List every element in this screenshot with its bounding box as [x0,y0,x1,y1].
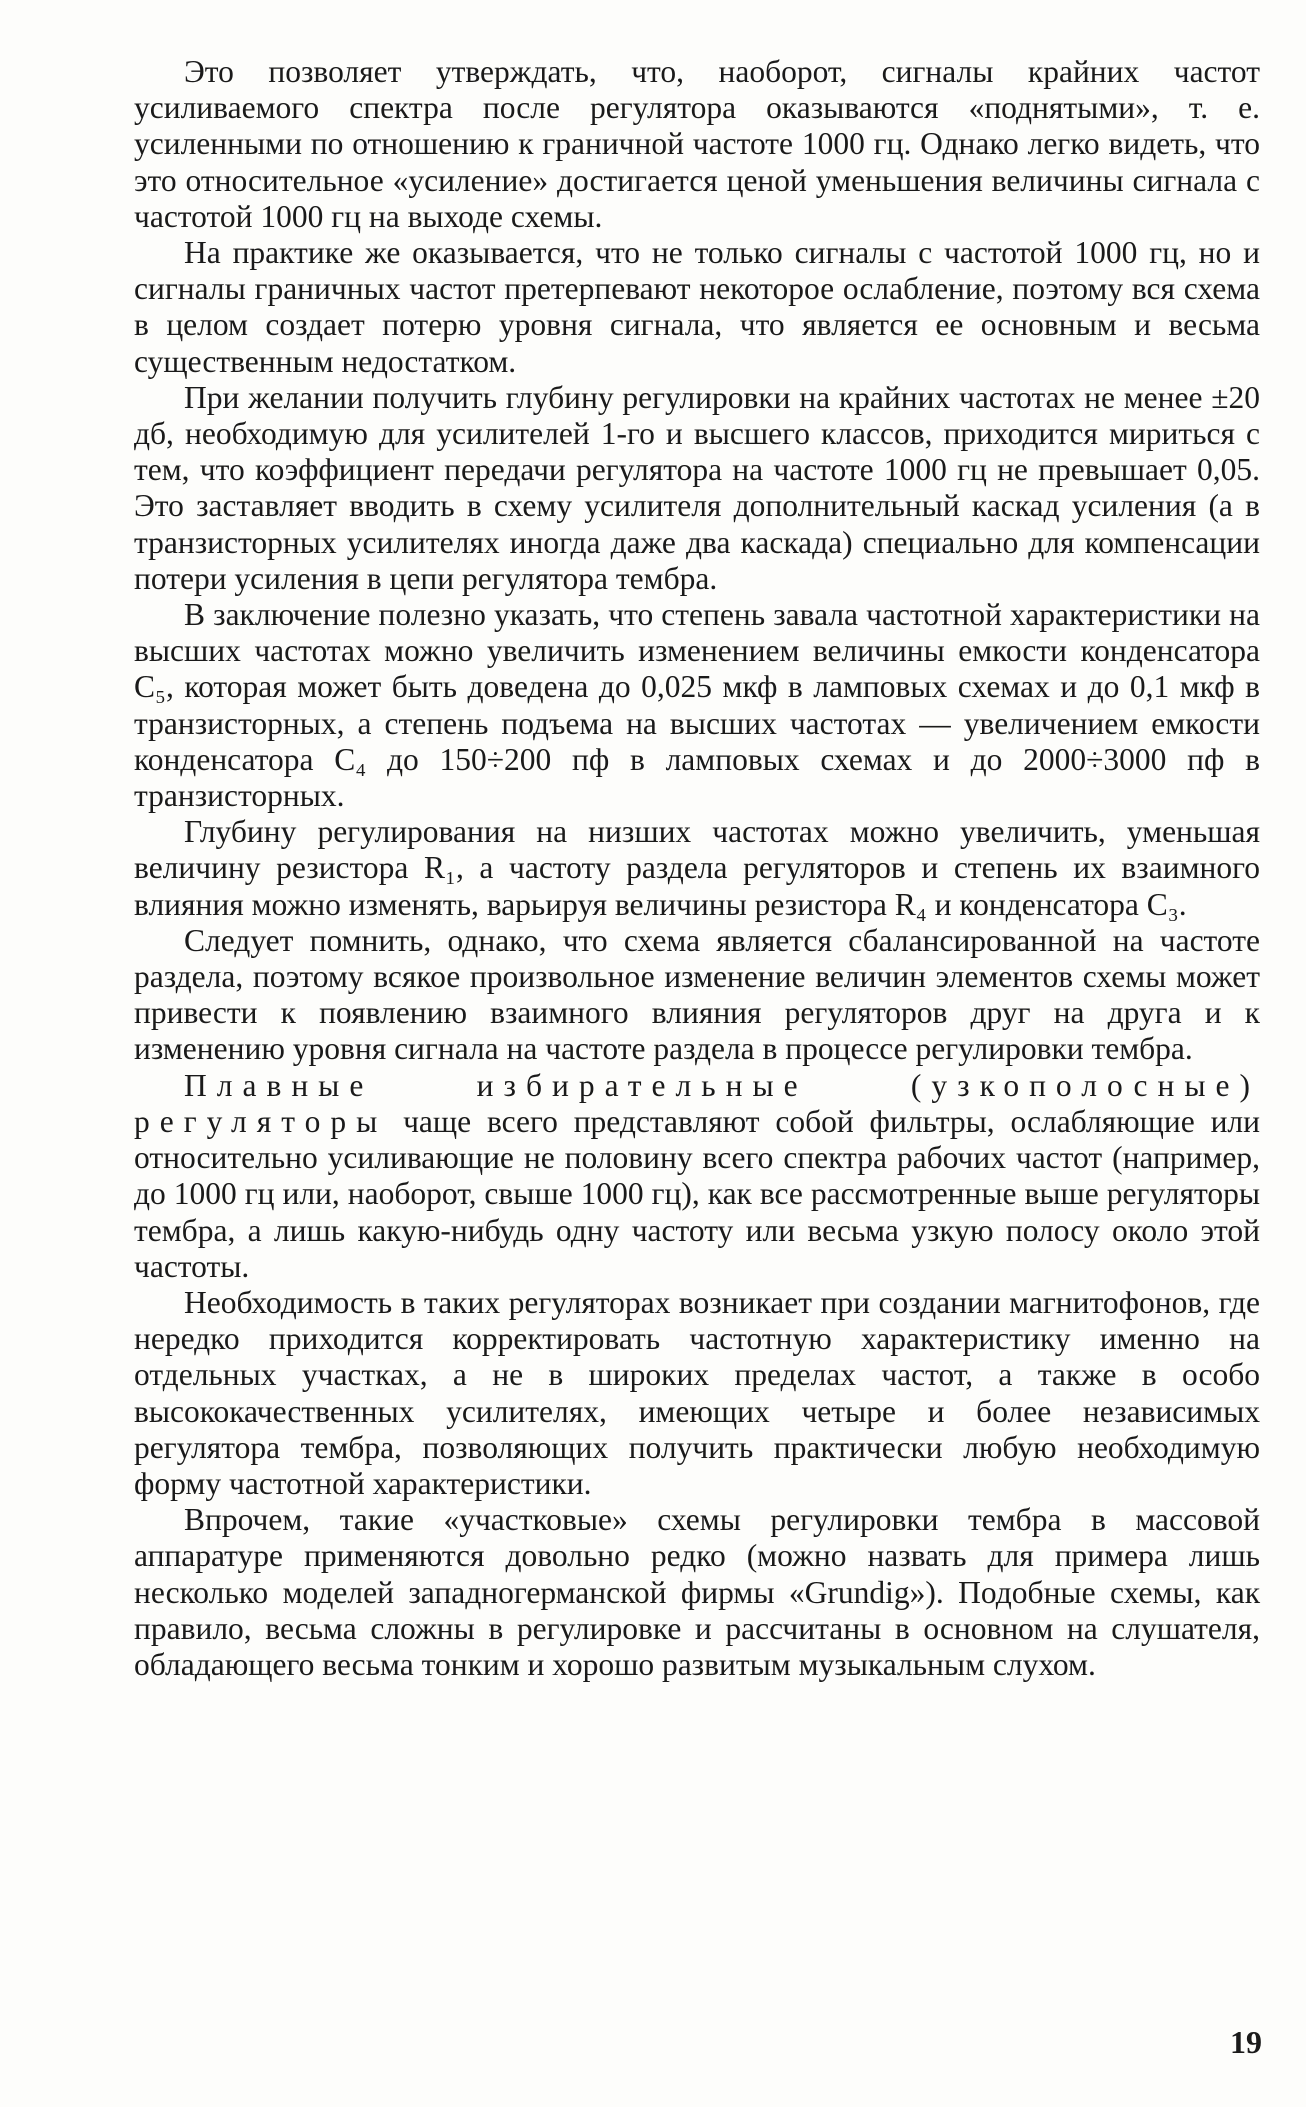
paragraph-capacitor-values: В заключение полезно указать, что степень завала частотной характеристики на высших частотах можно увеличить изменением величины емкости конденсатора C₅, которая может быть доведена до 0,025 мкф в ламповых схемах и до 0,1 мкф в транзисторных, а степень подъема на высших частотах — увеличением емкости конденсатора C₄ до 150÷200 пф в ламповых схемах и до 2000÷3000 пф в транзисторных. [134,597,1260,814]
paragraph-balanced-circuit: Следует помнить, однако, что схема является сбалансированной на частоте раздела, поэтому всякое произвольное изменение величин элементов схемы может привести к появлению взаимного влияния регуляторов друг на друга и к изменению уровня сигнала на частоте раздела в процессе регулировки тембра. [134,922,1260,1067]
spaced-term: Плавные избирательные (узкополосные) регуляторы [134,1067,1260,1139]
paragraph-low-frequency-depth: Глубину регулирования на низших частотах можно увеличить, уменьшая величину резистора R₁, а частоту раздела регуляторов и степень их взаимного влияния можно изменять, варьируя величины резистора R₄ и конденсатора C₃. [134,814,1260,922]
paragraph-selective-regulators [134,1068,1260,1285]
paragraph-signal-loss: На практике же оказывается, что не только сигналы с частотой 1000 гц, но и сигналы граничных частот претерпевают некоторое ослабление, поэтому вся схема в целом создает потерю уровня сигнала, что является ее основным и весьма существенным недостатком. [134,235,1260,379]
paragraph-regulation-depth: При желании получить глубину регулировки на крайних частотах не менее ±20 дб, необходимую для усилителей 1-го и высшего классов, приходится мириться с тем, что коэффициент передачи регулятора на частоте 1000 гц не превышает 0,05. Это заставляет вводить в схему усилителя дополнительный каскад усиления (а в транзисторных усилителях иногда даже два каскада) специально для компенсации потери усиления в цепи регулятора тембра. [134,379,1260,596]
paragraph-grundig: Впрочем, такие «участковые» схемы регулировки тембра в массовой аппаратуре применяются довольно редко (можно назвать для примера лишь несколько моделей западногерманской фирмы «Grundig»). Подобные схемы, как правило, весьма сложны в регулировке и рассчитаны в основном на слушателя, обладающего весьма тонким и хорошо развитым музыкальным слухом. [134,1502,1260,1682]
selective-description: чаще всего представляют собой фильтры, ослабляющие или относительно усиливающие не половину всего спектра рабочих частот (например, до 1000 гц или, наоборот, свыше 1000 гц), как все рассмотренные выше регуляторы тембра, а лишь какую-нибудь одну частоту или весьма узкую полосу около этой частоты. [134,1103,1261,1284]
page-number: 19 [1230,2024,1262,2060]
body-text [134,54,1260,1683]
paragraph-tape-recorders: Необходимость в таких регуляторах возникает при создании магнитофонов, где нередко приходится корректировать частотную характеристику именно на отдельных участках, а не в широких пределах частот, а также в особо высококачественных усилителях, имеющих четыре и более независимых регулятора тембра, позволяющих получить практически любую необходимую форму частотной характеристики. [134,1284,1260,1501]
paragraph-boosted-frequencies: Это позволяет утверждать, что, наоборот, сигналы крайних частот усиливаемого спектра после регулятора оказываются «поднятыми», т. е. усиленными по отношению к граничной частоте 1000 гц. Однако легко видеть, что это относительное «усиление» достигается ценой уменьшения величины сигнала с частотой 1000 гц на выходе схемы. [134,54,1260,234]
